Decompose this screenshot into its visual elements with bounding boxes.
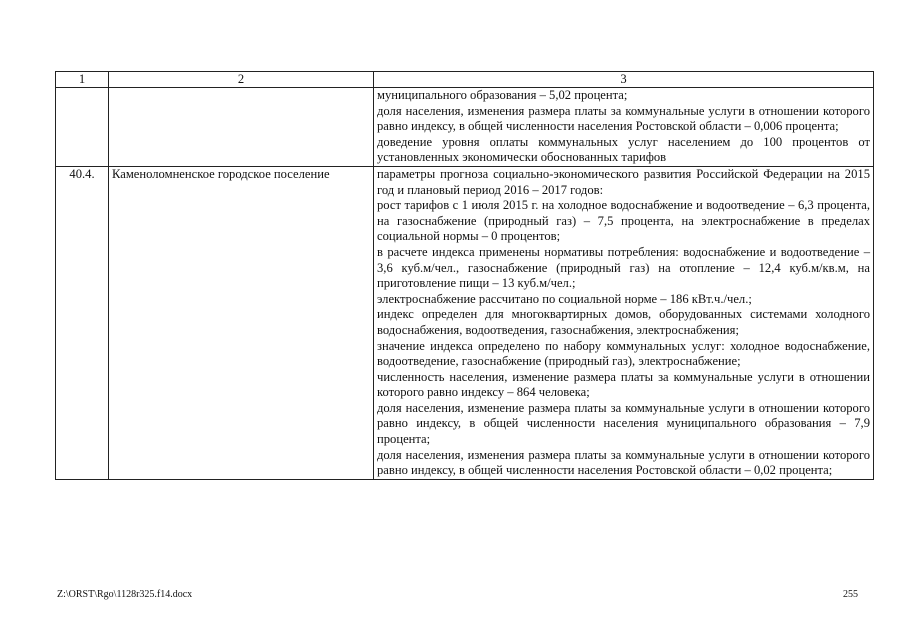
paragraph: индекс определен для многоквартирных домов, оборудованных системами холодного водоснабжения, водоотведения, газоснабжения, электроснабжения; — [377, 307, 870, 337]
settlement-name-cell: Каменоломненское городское поселение — [109, 166, 374, 479]
paragraph: доля населения, изменение размера платы за коммунальные услуги в отношении которого равно индексу, в общей численности населения муниципального образования – 7,9 процента; — [377, 400, 870, 447]
paragraph: муниципального образования – 5,02 процента; — [377, 88, 628, 102]
paragraph: рост тарифов с 1 июля 2015 г. на холодное водоснабжение и водоотведение – 6,3 процента, на газоснабжение (природный газ) – 7,5 процента, на электроснабжение в пределах социальной нормы – 0 процентов; — [377, 198, 870, 244]
footer-file-path: Z:\ORST\Rgo\1128r325.f14.docx — [57, 589, 193, 600]
table-header-row — [56, 72, 874, 88]
paragraph: в расчете индекса применены нормативы потребления: водоснабжение и водоотведение – 3,6 куб.м/чел., газоснабжение (природный газ) на отопление – 12,4 куб.м/кв.м, на приготовление пищи – 13 куб.м/чел.; — [377, 244, 870, 291]
table-row — [56, 88, 874, 167]
paragraph: параметры прогноза социально-экономического развития Российской Федерации на 2015 год и плановый период 2016 – 2017 годов: — [377, 166, 870, 197]
paragraph: доля населения, изменения размера платы за коммунальные услуги в отношении которого равно индексу, в общей численности населения Ростовской области – 0,006 процента; — [377, 103, 870, 134]
document-table — [55, 71, 874, 480]
paragraph: численность населения, изменение размера платы за коммунальные услуги в отношении которого равно индексу – 864 человека; — [377, 369, 870, 400]
paragraph: значение индекса определено по набору коммунальных услуг: холодное водоснабжение, водоотведение, газоснабжение (природный газ), электроснабжение; — [377, 338, 870, 369]
column-header: 3 — [374, 72, 874, 88]
row-number-cell: 40.4. — [56, 166, 109, 479]
description-cell — [374, 88, 874, 167]
description-cell — [374, 166, 874, 479]
paragraph: доведение уровня оплаты коммунальных услуг населением до 100 процентов от установленных экономически обоснованных тарифов — [377, 134, 870, 165]
column-header: 1 — [56, 72, 109, 88]
row-number-cell — [56, 88, 109, 167]
table-row — [56, 166, 874, 479]
paragraph: доля населения, изменения размера платы за коммунальные услуги в отношении которого равно индексу, в общей численности населения Ростовской области – 0,02 процента; — [377, 447, 870, 478]
settlement-name-cell — [109, 88, 374, 167]
page-number: 255 — [843, 589, 858, 600]
column-header: 2 — [109, 72, 374, 88]
paragraph: электроснабжение рассчитано по социальной норме – 186 кВт.ч./чел.; — [377, 291, 752, 306]
